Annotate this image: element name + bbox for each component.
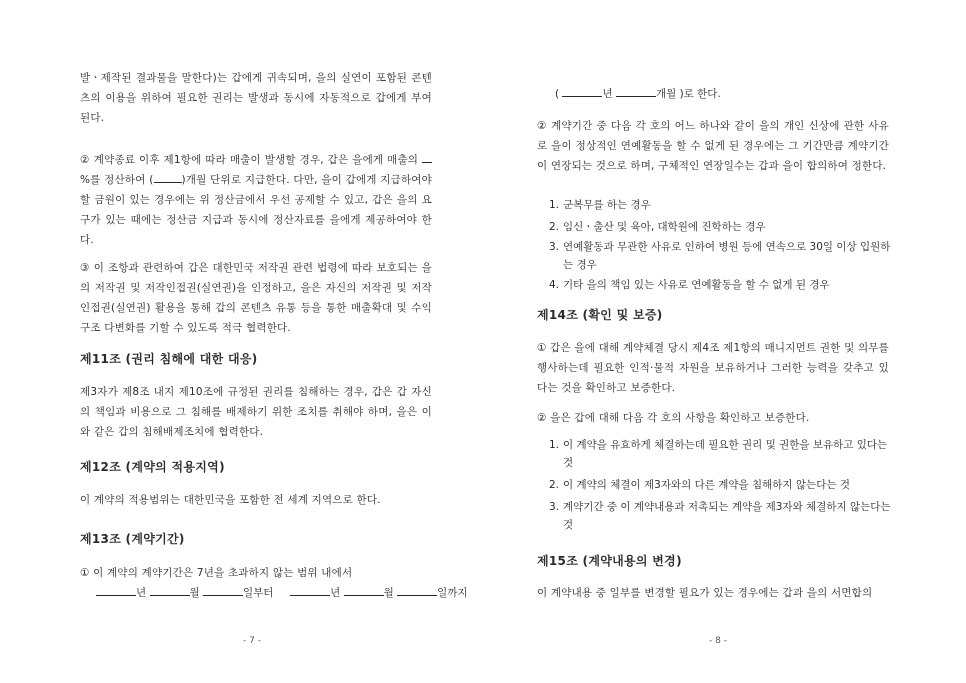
contract-period-continuation (555, 84, 721, 103)
paragraph-settlement (80, 150, 432, 250)
blank-start-day (203, 583, 243, 596)
article-11-title: 제11조 (권리 침해에 대한 대응) (80, 352, 258, 366)
article-11-body: 제3자가 제8조 내지 제10조에 규정된 권리를 침해하는 경우, 갑은 갑 자신의 책임과 비용으로 그 침해를 배제하기 위한 조치를 취해야 하며, 을은 이와 같은 갑의 침해배제조치에 협력한다. (80, 386, 432, 438)
settlement-text-a: ② 계약종료 이후 제1항에 따라 매출이 발생할 경우, 갑은 을에게 매출의 (80, 154, 422, 166)
label-month: 월 (189, 587, 200, 599)
article-12-body: 이 계약의 적용범위는 대한민국을 포함한 전 세계 지역으로 한다. (80, 494, 381, 506)
label-day-from: 일부터 (243, 587, 274, 599)
list-item: 3. 계약기간 중 이 계약내용과 저촉되는 계약을 제3자와 체결하지 않는다는 것 (549, 501, 891, 531)
list-item: 2. 이 계약의 체결이 제3자와의 다른 계약을 침해하지 않는다는 것 (549, 479, 850, 491)
label-end-month: 월 (383, 587, 394, 599)
article-13-para-1: ① 이 계약의 계약기간은 7년을 초과하지 않는 범위 내에서 (80, 567, 353, 579)
blank-end-month (344, 583, 384, 596)
list-item: 1. 군복무를 하는 경우 (549, 199, 651, 211)
blank-cont-months (616, 84, 656, 97)
article-12-title: 제12조 (계약의 적용지역) (80, 460, 225, 474)
blank-start-month (150, 583, 190, 596)
paragraph-continuation: 발ㆍ제작된 결과물을 말한다)는 갑에게 귀속되며, 을의 실연이 포함된 콘텐츠의 이용을 위하여 필요한 권리는 발생과 동시에 자동적으로 갑에게 부여된다. (80, 72, 432, 124)
blank-start-year (96, 583, 136, 596)
label-day-to: 일까지 (437, 587, 468, 599)
cont-label-months: 개월 )로 한다. (655, 88, 721, 100)
article-15-title: 제15조 (계약내용의 변경) (537, 554, 682, 568)
contract-period-line (96, 583, 468, 602)
article-14-para-2: ② 을은 갑에 대해 다음 각 호의 사항을 확인하고 보증한다. (537, 412, 810, 424)
label-year: 년 (136, 587, 147, 599)
cont-open-paren: ( (555, 88, 560, 100)
article-13-para-2: ② 계약기간 중 다음 각 호의 어느 하나와 같이 을의 개인 신상에 관한 사유로 을이 정상적인 연예활동을 할 수 없게 된 경우에는 그 기간만큼 계약기간이 연장되는 것으로 하며, 구체적인 연장일수는 갑과 을이 합의하여 정한다. (537, 120, 889, 172)
article-13-title: 제13조 (계약기간) (80, 532, 185, 546)
blank-cont-year (562, 84, 602, 97)
cont-label-year: 년 (602, 88, 613, 100)
paragraph-copyright: ③ 이 조항과 관련하여 갑은 대한민국 저작권 관련 법령에 따라 보호되는 을의 저작권 및 저작인접권(실연권)을 인정하고, 을은 자신의 저작권 및 저작인접권(실연권) 활용을 통해 갑의 콘텐츠 유통 등을 통한 매출확대 및 수익구조 다변화를 기할 수 있도록 적극 협력한다. (80, 262, 432, 334)
blank-months (154, 170, 182, 183)
article-14-list (549, 436, 893, 538)
settlement-text-c: )개월 단위로 지급한다. 다만, 을이 갑에게 지급하여야 할 금원이 있는 경우에는 위 정산금에서 우선 공제할 수 있고, 갑은 을의 요구가 있는 때에는 정산금 지급과 동시에 정산자료를 을에게 제공하여야 한다. (80, 174, 432, 246)
article-13-list (549, 196, 893, 298)
blank-end-day (397, 583, 437, 596)
page-right (483, 0, 966, 683)
blank-end-year (290, 583, 330, 596)
label-end-year: 년 (330, 587, 341, 599)
article-14-para-1: ① 갑은 을에 대해 계약체결 당시 제4조 제1항의 매니지먼트 권한 및 의무를 행사하는데 필요한 인적·물적 자원을 보유하거나 그러한 능력을 갖추고 있다는 것을 확인하고 보증한다. (537, 342, 889, 394)
article-15-body: 이 계약내용 중 일부를 변경할 필요가 있는 경우에는 갑과 을의 서면합의 (537, 587, 873, 599)
page-number-right: - 8 - (709, 636, 727, 646)
page-number-left: - 7 - (243, 636, 261, 646)
list-item: 4. 기타 을의 책임 있는 사유로 연예활동을 할 수 없게 된 경우 (549, 279, 830, 291)
settlement-text-b: %를 정산하여 ( (80, 174, 154, 186)
list-item: 2. 임신ㆍ출산 및 육아, 대학원에 진학하는 경우 (549, 221, 766, 233)
blank-percent (422, 150, 432, 163)
article-14-title: 제14조 (확인 및 보증) (537, 308, 663, 322)
list-item: 3. 연예활동과 무관한 사유로 인하여 병원 등에 연속으로 30일 이상 입원하는 경우 (549, 241, 891, 271)
list-item: 1. 이 계약을 유효하게 체결하는데 필요한 권리 및 권한을 보유하고 있다는 것 (549, 439, 888, 469)
